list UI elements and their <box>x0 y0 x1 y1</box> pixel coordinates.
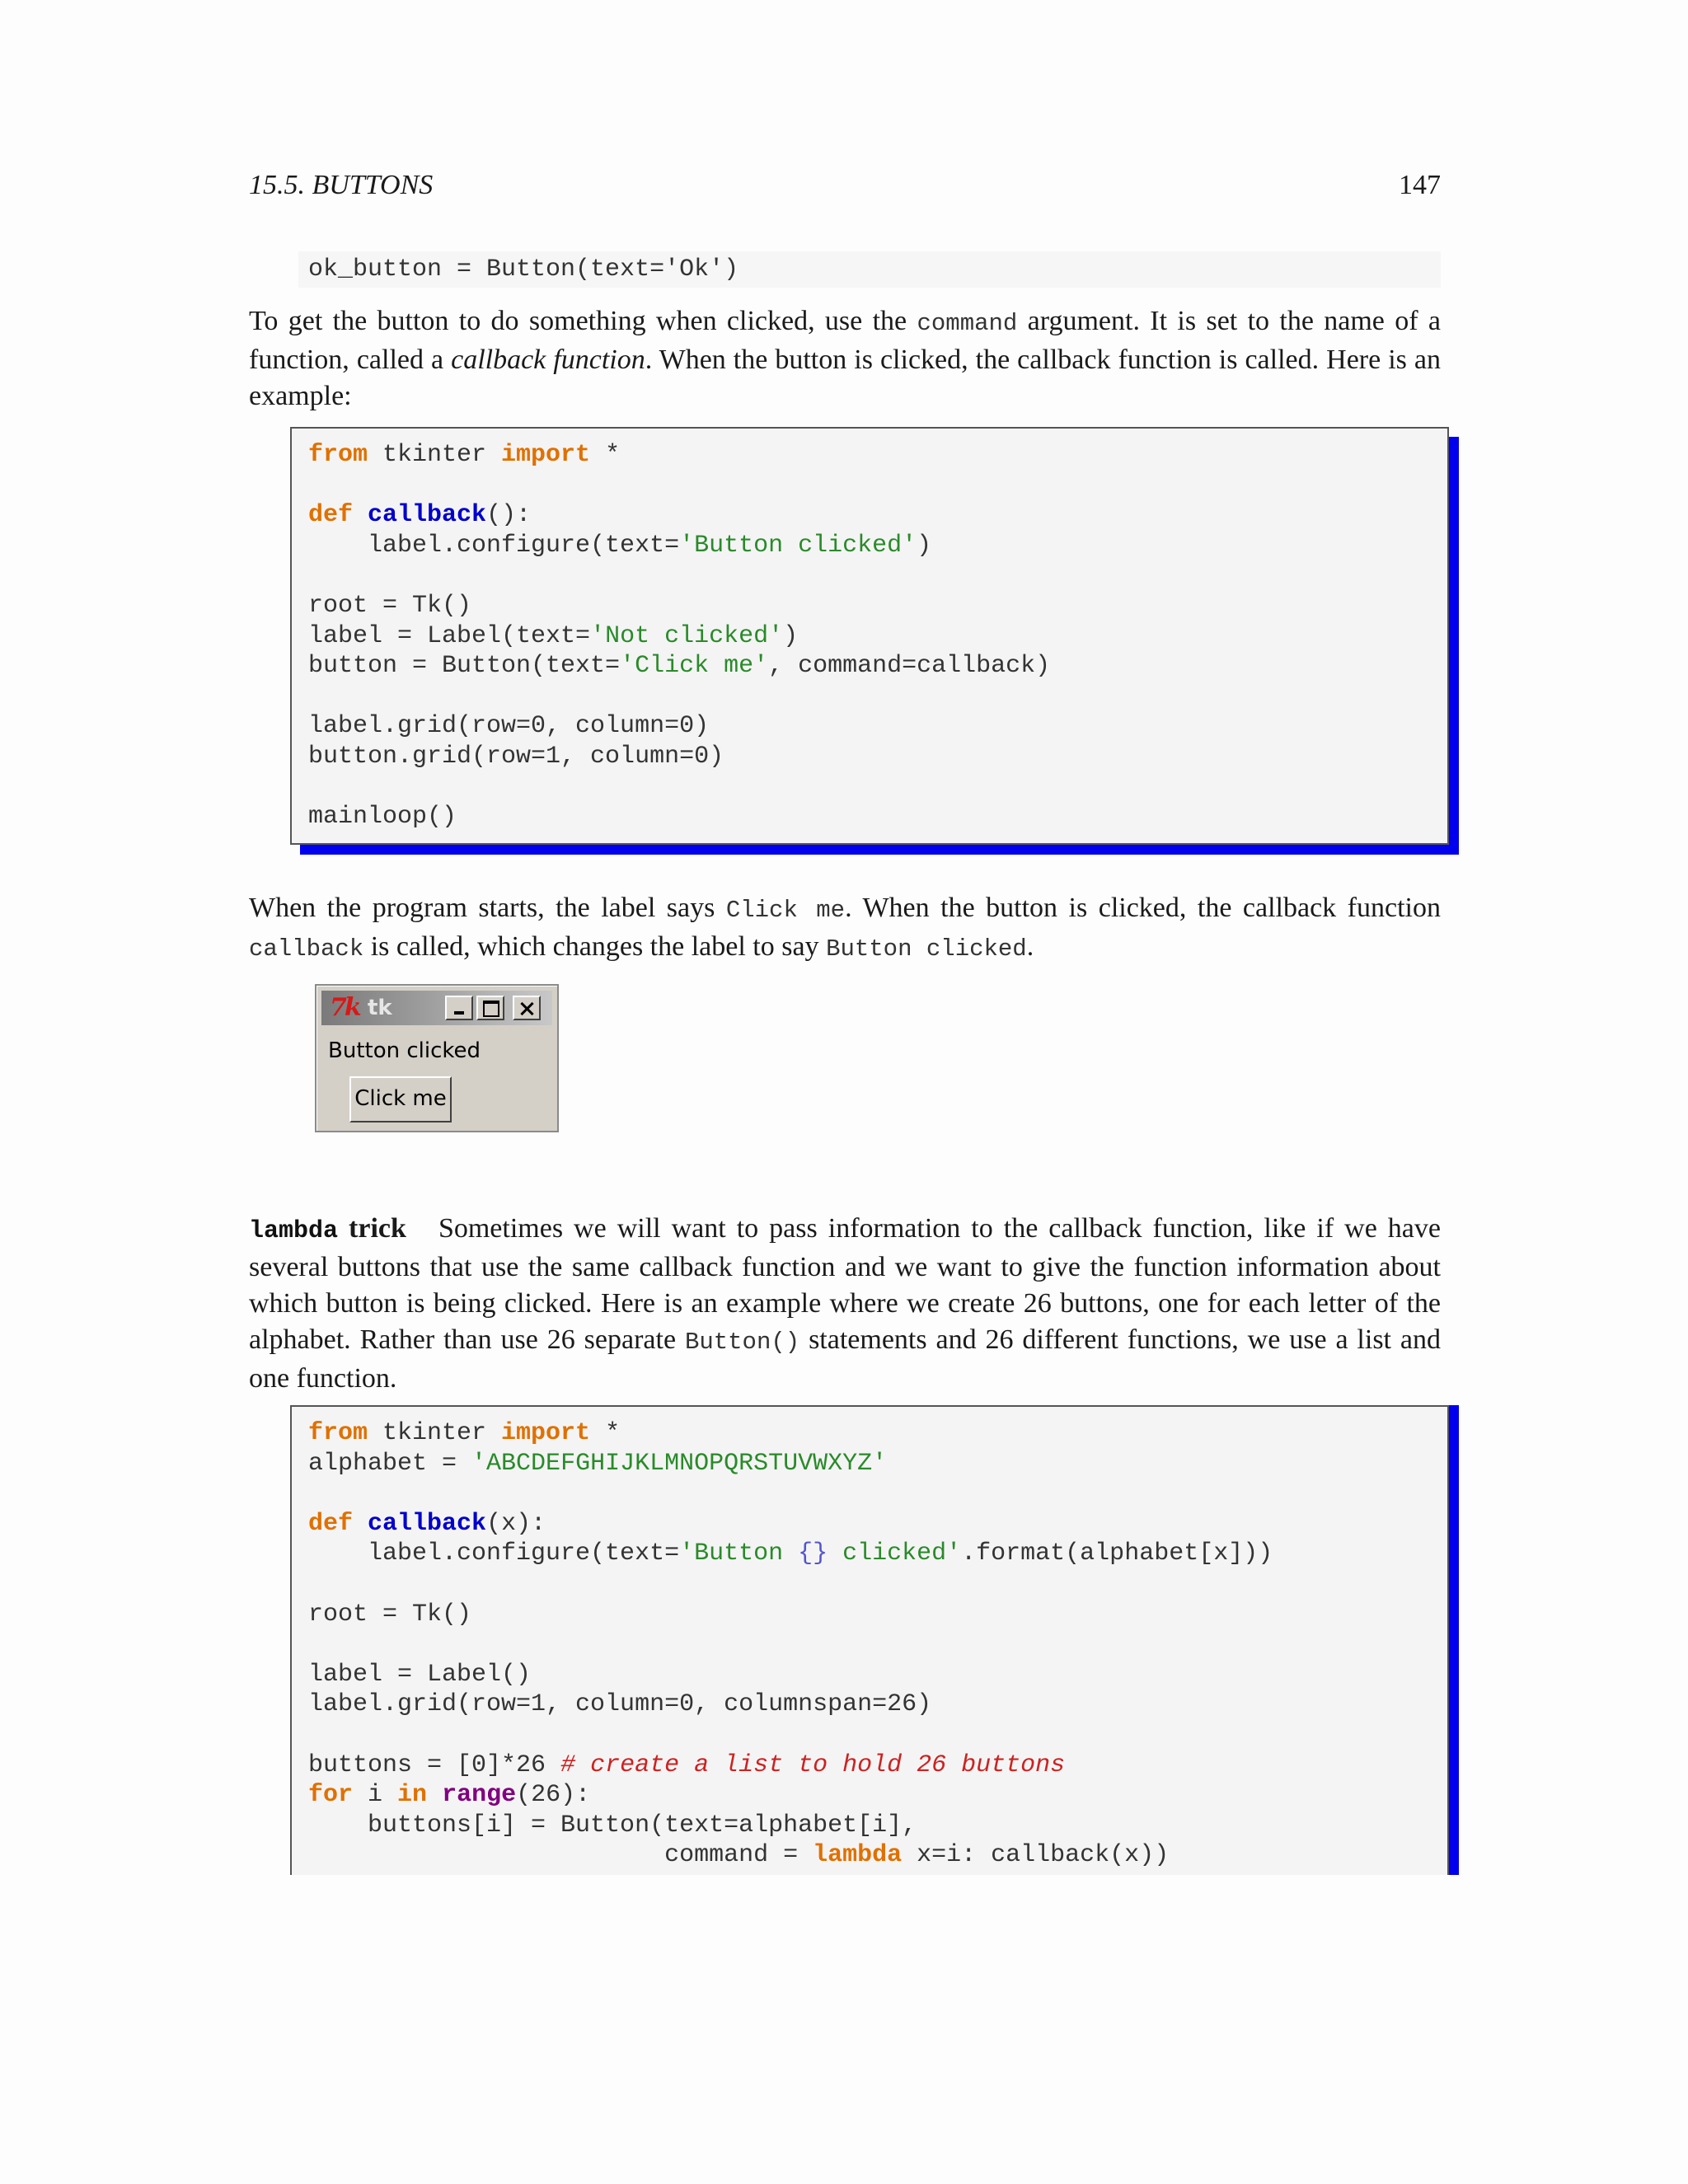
inline-code: Button() <box>684 1329 800 1356</box>
code-line-blank <box>308 1479 1431 1509</box>
code-line: label.grid(row=1, column=0, columnspan=26) <box>308 1690 932 1719</box>
tk-label-text: Button clicked <box>328 1038 481 1063</box>
text-run: . <box>1026 931 1034 962</box>
code-line-blank <box>308 1569 1431 1600</box>
tk-window-title: tk <box>368 996 392 1020</box>
code-line: label.configure(text='Button {} clicked'.format(alphabet[x])) <box>308 1540 1273 1568</box>
paragraph-program-starts <box>249 890 1441 968</box>
text-run: . When the button is clicked, the callback function <box>845 893 1441 923</box>
page-number: 147 <box>1399 170 1441 200</box>
text-run: statements and 26 different functions, we use a list and one function. <box>249 1324 1441 1394</box>
section-title: 15.5. BUTTONS <box>249 170 434 200</box>
inline-code: callback <box>249 935 364 963</box>
code-line: root = Tk() <box>308 1600 472 1629</box>
code-listing-lambda-example <box>290 1405 1449 1875</box>
run-in-heading-word: trick <box>338 1213 406 1244</box>
paragraph-command-argument <box>249 303 1441 415</box>
code-line: def callback(): <box>308 501 532 530</box>
code-line: alphabet = 'ABCDEFGHIJKLMNOPQRSTUVWXYZ' <box>308 1449 888 1478</box>
code-line-blank <box>308 772 1431 803</box>
tk-logo-icon: 7k <box>330 993 359 1022</box>
text-run: . When the button is clicked, the callback function is called. Here is an example: <box>249 344 1441 411</box>
running-header <box>249 170 1441 211</box>
click-me-button[interactable]: Click me <box>349 1076 452 1122</box>
paragraph-lambda-trick <box>249 1211 1448 1397</box>
code-line: label = Label() <box>308 1660 532 1689</box>
text-run: When the program starts, the label says <box>249 893 726 923</box>
code-line: buttons[i] = Button(text=alphabet[i], <box>308 1811 917 1840</box>
inline-code: command <box>917 310 1018 337</box>
code-line: mainloop() <box>308 803 457 832</box>
code-line: button = Button(text='Click me', command=callback) <box>308 652 1051 681</box>
text-run: argument. It is set to the name of a function, called a <box>249 306 1441 375</box>
code-line: button.grid(row=1, column=0) <box>308 742 724 771</box>
code-snippet-ok-button <box>298 251 1441 288</box>
text-run: Sometimes we will want to pass information to the callback function, like if we have several buttons that use the same callback function and we want to give the function information about which button is being clicked. Here is an example where we create 26 buttons, one for each letter of the alphabet. Rather than use 26 separate <box>249 1213 1448 1355</box>
code-text: ok_button = Button(text='Ok') <box>308 255 739 284</box>
code-line-blank <box>308 1629 1431 1660</box>
code-line: buttons = [0]*26 # create a list to hold 26 buttons <box>308 1750 1066 1779</box>
code-line: root = Tk() <box>308 591 472 620</box>
run-in-heading-code: lambda <box>249 1217 339 1245</box>
close-icon[interactable] <box>513 996 541 1020</box>
tk-titlebar <box>321 991 552 1025</box>
code-line-blank <box>308 560 1431 591</box>
code-line: for i in range(26): <box>308 1781 591 1810</box>
code-line: from tkinter import * <box>308 441 621 469</box>
code-line: command = lambda x=i: callback(x)) <box>308 1841 1170 1870</box>
inline-code: Button clicked <box>826 935 1027 963</box>
code-listing-callback-example <box>290 427 1449 845</box>
inline-code: Click me <box>725 897 846 924</box>
minimize-icon[interactable] <box>445 996 473 1020</box>
code-line: label.grid(row=0, column=0) <box>308 712 710 741</box>
maximize-icon[interactable] <box>476 996 504 1020</box>
code-line-blank <box>308 682 1431 712</box>
code-line: from tkinter import * <box>308 1419 621 1447</box>
code-line-blank <box>308 471 1431 501</box>
code-line: label.configure(text='Button clicked') <box>308 531 932 560</box>
text-run: is called, which changes the label to say <box>363 931 827 962</box>
emphasis: callback function <box>451 344 645 375</box>
text-run: To get the button to do something when clicked, use the <box>249 306 917 336</box>
code-line: label = Label(text='Not clicked') <box>308 621 799 650</box>
tk-window-screenshot <box>315 984 559 1132</box>
code-line: def callback(x): <box>308 1509 546 1538</box>
code-line-blank <box>308 1720 1431 1750</box>
